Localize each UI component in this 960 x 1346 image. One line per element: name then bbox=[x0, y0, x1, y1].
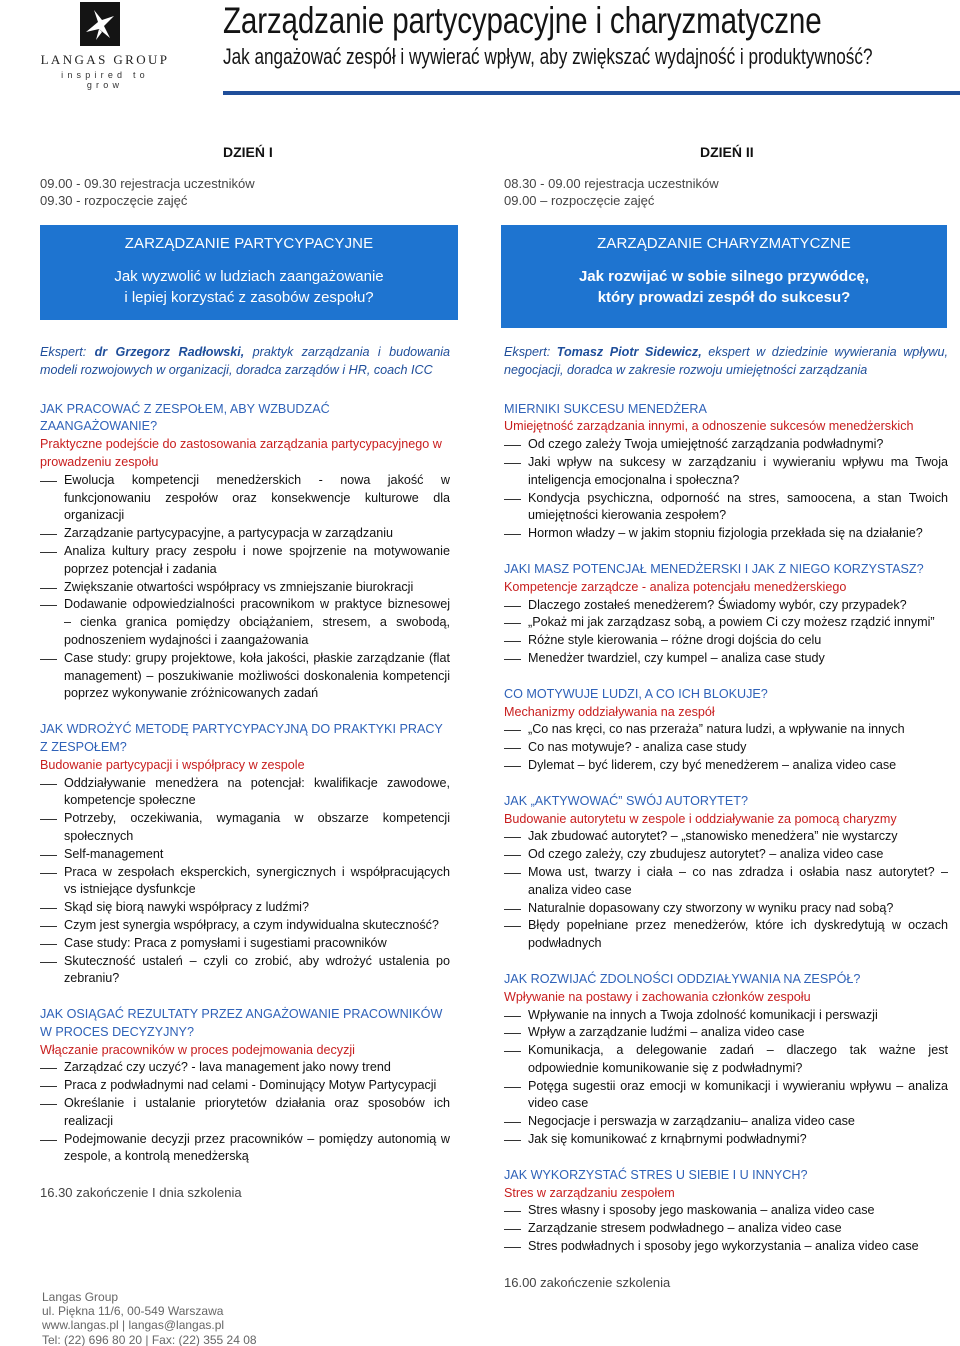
section-title: JAK OSIĄGAĆ REZULTATY PRZEZ ANGAŻOWANIE PRACOWNIKÓW W PROCES DECYZYJNY? bbox=[40, 1007, 443, 1039]
program-section bbox=[504, 561, 948, 668]
topic-item: Analiza kultury pracy zespołu i nowe spojrzenie na motywowanie poprzez potencjał i zadania bbox=[40, 543, 450, 579]
topic-item: Co nas motywuje? - analiza case study bbox=[504, 739, 948, 757]
expert-prefix: Ekspert: bbox=[40, 345, 95, 359]
logo-tagline: inspired to grow bbox=[61, 70, 149, 90]
day2-end-time: 16.00 zakończenie szkolenia bbox=[504, 1274, 671, 1290]
day2-program bbox=[504, 344, 948, 1292]
day1-topic-question bbox=[40, 266, 458, 308]
logo bbox=[40, 2, 170, 90]
topic-item: Kondycja psychiczna, odporność na stres, samoocena, a stan Twoich umiejętności kierowania zespołem? bbox=[504, 490, 948, 526]
day1-program bbox=[40, 344, 450, 1202]
topic-item: Komunikacja, a delegowanie zadań – dlaczego tak ważne jest odpowiednie komunikowanie się z podwładnymi? bbox=[504, 1042, 948, 1078]
day1-topic-box bbox=[40, 225, 458, 320]
day2-sections bbox=[504, 401, 948, 1256]
section-subtitle: Kompetencje zarządcze - analiza potencjału menedżerskiego bbox=[504, 579, 847, 594]
topic-item: Wpływ a zarządzanie ludźmi – analiza video case bbox=[504, 1024, 948, 1042]
topic-item: Dlaczego zostałeś menedżerem? Świadomy wybór, czy przypadek? bbox=[504, 597, 948, 615]
topic-list bbox=[504, 597, 948, 668]
topic-item: Stres własny i sposoby jego maskowania – analiza video case bbox=[504, 1202, 948, 1220]
topic-list bbox=[40, 775, 450, 989]
topic-item: Jak zbudować autorytet? – „stanowisko menedżera” nie wystarczy bbox=[504, 828, 948, 846]
program-section bbox=[504, 686, 948, 775]
topic-item: Potęga sugestii oraz emocji w komunikacji i wywieraniu wpływu – analiza video case bbox=[504, 1078, 948, 1114]
program-section bbox=[40, 1006, 450, 1166]
day2-topic-question-line2: który prowadzi zespół do sukcesu? bbox=[597, 289, 851, 306]
section-title: JAK WDROŻYĆ METODĘ PARTYCYPACYJNĄ DO PRAKTYKI PRACY Z ZESPOŁEM? bbox=[40, 722, 443, 754]
footer-address: ul. Piękna 11/6, 00-549 Warszawa bbox=[42, 1304, 224, 1319]
topic-list bbox=[504, 1007, 948, 1149]
day1-expert bbox=[40, 344, 450, 380]
section-subtitle: Mechanizmy oddziaływania na zespół bbox=[504, 704, 715, 719]
day1-topic-question-line1: Jak wyzwolić w ludziach zaangażowanie bbox=[114, 268, 384, 285]
footer-company: Langas Group bbox=[42, 1290, 119, 1304]
expert-description: praktyk zarządzania i budowania modeli rozwojowych w organizacji, doradca zarządów i HR, coach ICC bbox=[40, 345, 451, 377]
day1-title: DZIEŃ I bbox=[223, 144, 273, 160]
topic-list bbox=[504, 436, 948, 543]
day1-sections bbox=[40, 401, 450, 1167]
section-subtitle: Stres w zarządzaniu zespołem bbox=[504, 1185, 675, 1200]
section-title: JAK ROZWIJAĆ ZDOLNOŚCI ODDZIAŁYWANIA NA ZESPÓŁ? bbox=[504, 971, 861, 986]
day1-topic-question-line2: i lepiej korzystać z zasobów zespołu? bbox=[124, 289, 374, 306]
footer bbox=[42, 1290, 257, 1346]
section-title: CO MOTYWUJE LUDZI, A CO ICH BLOKUJE? bbox=[504, 686, 768, 701]
topic-item: Mowa ust, twarzy i ciała – co nas zdradza i osłabia nasz autorytet? – analiza video case bbox=[504, 864, 948, 900]
program-section bbox=[504, 971, 948, 1149]
day2-topic-box bbox=[501, 225, 947, 328]
topic-item: Ewolucja kompetencji menedżerskich - nowa jakość w funkcjonowaniu zespołów oraz konsekwencje kulturowe dla organizacji bbox=[40, 472, 450, 525]
topic-item: Jaki wpływ na sukcesy w zarządzaniu i wywieraniu wpływu ma Twoja inteligencja emocjonalna i społeczna? bbox=[504, 454, 948, 490]
section-subtitle: Umiejętność zarządzania innymi, a odnoszenie sukcesów menedżerskich bbox=[504, 419, 914, 434]
day2-time-registration: 08.30 - 09.00 rejestracja uczestników bbox=[504, 176, 719, 191]
page-title: Zarządzanie partycypacyjne i charyzmatyczne bbox=[223, 0, 822, 41]
topic-item: Dylemat – być liderem, czy być menedżerem – analiza video case bbox=[504, 757, 948, 775]
topic-item: Zarządzanie stresem podwładnego – analiza video case bbox=[504, 1220, 948, 1238]
topic-item: Case study: Praca z pomysłami i sugestiami pracowników bbox=[40, 935, 450, 953]
section-subtitle: Wpływanie na postawy i zachowania członków zespołu bbox=[504, 989, 811, 1004]
topic-item: Zarządzanie partycypacyjne, a partycypacja w zarządzaniu bbox=[40, 525, 450, 543]
day1-end-time: 16.30 zakończenie I dnia szkolenia bbox=[40, 1185, 242, 1201]
topic-list bbox=[504, 828, 948, 953]
day2-topic-heading: ZARZĄDZANIE CHARYZMATYCZNE bbox=[597, 235, 851, 252]
topic-list bbox=[40, 1059, 450, 1166]
footer-web: www.langas.pl | langas@langas.pl bbox=[42, 1318, 225, 1333]
topic-item: Praca w zespołach eksperckich, synergicznych i współpracujących vs istniejące dysfunkcje bbox=[40, 864, 450, 900]
topic-item: Różne style kierowania – różne drogi dojścia do celu bbox=[504, 632, 948, 650]
program-section bbox=[40, 401, 450, 704]
topic-item: Praca z podwładnymi nad celami - Dominujący Motyw Partycypacji bbox=[40, 1077, 450, 1095]
day1-time-start: 09.30 - rozpoczęcie zajęć bbox=[40, 193, 188, 208]
topic-item: Wpływanie na innych a Twoja zdolność komunikacji i perswazji bbox=[504, 1007, 948, 1025]
topic-item: Potrzeby, oczekiwania, wymagania w obszarze kompetencji społecznych bbox=[40, 810, 450, 846]
topic-item: Od czego zależy, czy zbudujesz autorytet? – analiza video case bbox=[504, 846, 948, 864]
day1-topic-heading: ZARZĄDZANIE PARTYCYPACYJNE bbox=[124, 235, 374, 252]
program-section bbox=[504, 401, 948, 543]
day2-topic-question-line1: Jak rozwijać w sobie silnego przywódcę, bbox=[578, 268, 870, 285]
topic-item: Skąd się biorą nawyki współpracy z ludźmi? bbox=[40, 899, 450, 917]
day2-topic-question bbox=[501, 266, 947, 308]
topic-item: Stres podwładnych i sposoby jego wykorzystania – analiza video case bbox=[504, 1238, 948, 1256]
topic-item: Case study: grupy projektowe, koła jakości, płaskie zarządzanie (flat management) – poszukiwanie możliwości doskonalenia kompetencji poprzez wykonywanie zróżnicowanych zadań bbox=[40, 650, 450, 703]
expert-prefix: Ekspert: bbox=[504, 345, 557, 359]
header-divider bbox=[223, 91, 960, 95]
section-title: JAK „AKTYWOWAĆ” SWÓJ AUTORYTET? bbox=[504, 793, 748, 808]
topic-item: Oddziaływanie menedżera na potencjał: kwalifikacje zawodowe, kompetencje społeczne bbox=[40, 775, 450, 811]
day1-time-registration: 09.00 - 09.30 rejestracja uczestników bbox=[40, 176, 255, 191]
topic-list bbox=[40, 472, 450, 703]
program-section bbox=[40, 721, 450, 988]
topic-item: Hormon władzy – w jakim stopniu fizjologia przekłada się na działanie? bbox=[504, 525, 948, 543]
topic-item: Self-management bbox=[40, 846, 450, 864]
day2-time-start: 09.00 – rozpoczęcie zajęć bbox=[504, 193, 655, 208]
day2-expert bbox=[504, 344, 948, 380]
program-section bbox=[504, 793, 948, 953]
topic-item: Negocjacje i perswazja w zarządzaniu– analiza video case bbox=[504, 1113, 948, 1131]
topic-item: Skuteczność ustaleń – czyli co zrobić, aby wdrożyć ustalenia po zebraniu? bbox=[40, 953, 450, 989]
topic-item: Jak się komunikować z krnąbrnymi podwładnymi? bbox=[504, 1131, 948, 1149]
section-subtitle: Włączanie pracowników w proces podejmowania decyzji bbox=[40, 1042, 355, 1057]
topic-item: Menedżer twardziel, czy kumpel – analiza case study bbox=[504, 650, 948, 668]
section-subtitle: Budowanie autorytetu w zespole i oddziaływanie za pomocą charyzmy bbox=[504, 811, 897, 826]
topic-item: Czym jest synergia współpracy, a czym indywidualna skuteczność? bbox=[40, 917, 450, 935]
expert-description: ekspert w dziedzinie wywierania wpływu, negocjacji, doradca w zakresie rozwoju umiejętności zarządzania bbox=[504, 345, 949, 377]
topic-item: „Co nas kręci, co nas przeraża” natura ludzi, a wpływanie na innych bbox=[504, 721, 948, 739]
section-subtitle: Praktyczne podejście do zastosowania zarządzania partycypacyjnego w prowadzeniu zespołu bbox=[40, 437, 442, 469]
section-title: MIERNIKI SUKCESU MENEDŻERA bbox=[504, 401, 707, 416]
section-subtitle: Budowanie partycypacji i współpracy w zespole bbox=[40, 757, 305, 772]
topic-item: Podejmowanie decyzji przez pracowników – pomiędzy autonomią w zespole, a kontrolą menedżerską bbox=[40, 1131, 450, 1167]
bird-logo-icon bbox=[80, 2, 120, 46]
topic-item: Określanie i ustalanie priorytetów działania oraz sposobów ich realizacji bbox=[40, 1095, 450, 1131]
section-title: JAK PRACOWAĆ Z ZESPOŁEM, ABY WZBUDZAĆ ZAANGAŻOWANIE? bbox=[40, 401, 330, 434]
day2-title: DZIEŃ II bbox=[700, 144, 754, 160]
topic-item: „Pokaż mi jak zarządzasz sobą, a powiem Ci czy możesz rządzić innymi” bbox=[504, 614, 948, 632]
program-section bbox=[504, 1167, 948, 1256]
topic-item: Zwiększanie otwartości współpracy vs zmniejszanie biurokracji bbox=[40, 579, 450, 597]
logo-name: LANGAS GROUP bbox=[40, 52, 170, 67]
expert-name: Tomasz Piotr Sidewicz, bbox=[556, 345, 702, 359]
topic-list bbox=[504, 1202, 948, 1255]
topic-item: Naturalnie dopasowany czy stworzony w wyniku pracy nad sobą? bbox=[504, 900, 948, 918]
topic-item: Zarządzać czy uczyć? - lava management jako nowy trend bbox=[40, 1059, 450, 1077]
page-subtitle: Jak angażować zespół i wywierać wpływ, aby zwiększać wydajność i produktywność? bbox=[223, 44, 873, 69]
topic-item: Błędy popełniane przez menedżerów, które ich dyskredytują w oczach podwładnych bbox=[504, 917, 948, 953]
expert-name: dr Grzegorz Radłowski, bbox=[94, 345, 245, 359]
topic-item: Od czego zależy Twoja umiejętność zarządzania podwładnymi? bbox=[504, 436, 948, 454]
footer-phone: Tel: (22) 696 80 20 | Fax: (22) 355 24 08 bbox=[42, 1332, 257, 1346]
topic-list bbox=[504, 721, 948, 774]
section-title: JAK WYKORZYSTAĆ STRES U SIEBIE I U INNYCH? bbox=[504, 1167, 808, 1182]
section-title: JAKI MASZ POTENCJAŁ MENEDŻERSKI I JAK Z NIEGO KORZYSTASZ? bbox=[504, 561, 924, 576]
topic-item: Dodawanie odpowiedzialności pracownikom w praktyce biznesowej – cienka granica pomiędzy obciążaniem, stresem, a swobodą, podnoszeniem wydajności i zaangażowania bbox=[40, 596, 450, 649]
